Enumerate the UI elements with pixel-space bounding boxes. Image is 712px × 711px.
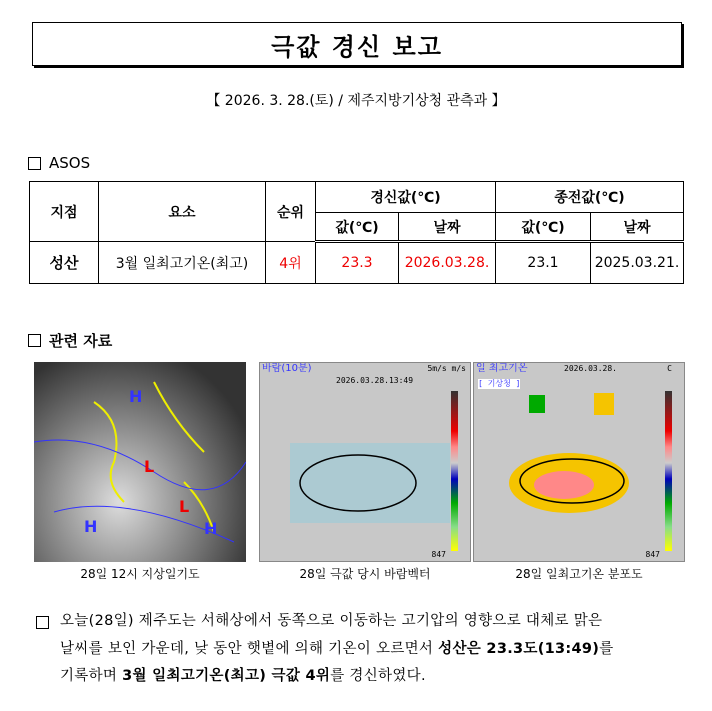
caption-surface-map: 28일 12시 지상일기도 [80,567,200,581]
temp-map-unit: C [667,364,672,373]
temp-map-station: 847 [645,550,660,559]
record-table [29,181,684,284]
paragraph-line3 [60,667,426,685]
caption-wind-map: 28일 극값 당시 바람벡터 [299,567,431,581]
temp-distribution [474,363,685,562]
cell-station: 성산 [30,242,99,284]
map-coastline [34,362,246,562]
text: 를 [599,641,614,657]
max-temp-map [473,362,685,562]
wind-map-time: 2026.03.28.13:49 [336,376,414,385]
cell-new-value: 23.3 [316,242,399,284]
section-related-label: 관련 자료 [49,332,113,350]
section-asos [28,154,90,172]
cell-new-date: 2026.03.28. [399,242,496,284]
checkbox-icon [28,157,41,170]
header-new-value: 값(℃) [316,213,399,242]
cell-prev-value: 23.1 [496,242,591,284]
cell-prev-date: 2025.03.21. [591,242,684,284]
paragraph-line2 [60,640,614,658]
header-element: 요소 [99,182,266,242]
svg-text:L: L [144,457,155,476]
wind-vector-map [259,362,471,562]
wind-map-unit: 5m/s m/s [427,364,466,373]
caption-temp-map: 28일 일최고기온 분포도 [515,567,643,581]
temp-colorbar [665,391,672,551]
paragraph-line1: 오늘(28일) 제주도는 서해상에서 동쪽으로 이동하는 고기압의 영향으로 대체로 맑은 [60,613,603,629]
cell-rank: 4위 [266,242,316,284]
wind-map-station: 847 [431,550,446,559]
page-title: 극값 경신 보고 [32,22,682,66]
checkbox-icon [28,334,41,347]
header-new-date: 날짜 [399,213,496,242]
svg-text:H: H [84,517,98,536]
subtitle: 【 2026. 3. 28.(토) / 제주지방기상청 관측과 】 [206,93,506,109]
wind-map-label: 바람(10분) [262,363,312,374]
section-related [28,330,112,351]
text: 기록하며 [60,668,123,684]
svg-text:H: H [129,387,143,406]
text: 를 경신하였다. [330,668,426,684]
temp-map-agency: [ 기상청 ] [478,379,521,388]
header-new: 경신값(℃) [316,182,496,213]
wind-colorbar [451,391,458,551]
header-prev-value: 값(℃) [496,213,591,242]
svg-text:H: H [204,519,218,538]
header-rank: 순위 [266,182,316,242]
section-asos-label: ASOS [49,154,91,172]
highlight-record: 성산은 23.3도(13:49) [438,641,600,657]
highlight-rank: 3월 일최고기온(최고) 극값 4위 [122,668,331,684]
surface-weather-map [34,362,246,562]
header-prev-date: 날짜 [591,213,684,242]
text: 날씨를 보인 가운데, 낮 동안 햇볕에 의해 기온이 오르면서 [60,641,439,657]
checkbox-icon [36,616,49,629]
jeju-outline [260,363,471,562]
temp-map-label: 일 최고기온 [476,363,528,374]
svg-text:L: L [179,497,190,516]
header-prev: 종전값(℃) [496,182,684,213]
cell-element: 3월 일최고기온(최고) [99,242,266,284]
header-station: 지점 [30,182,99,242]
temp-map-time: 2026.03.28. [564,364,617,373]
